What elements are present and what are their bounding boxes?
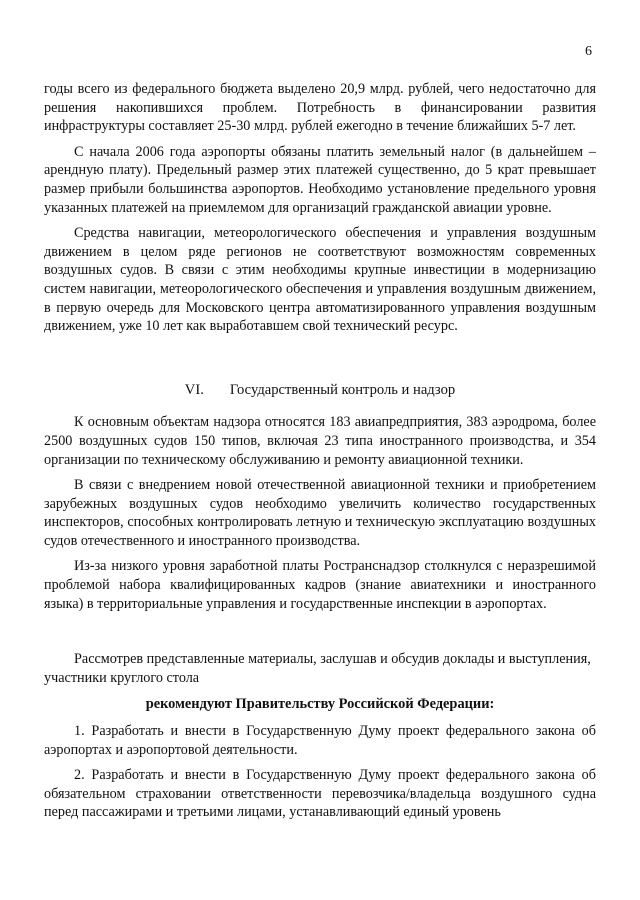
resolution-item-2: 2. Разработать и внести в Государственную Думу проект федерального закона об обязательном страховании ответственности перевозчика/владельца воздушного судна перед пассажирами и третьими лицами, устанавливающий единый уровень xyxy=(44,767,596,821)
spacer xyxy=(44,620,596,650)
paragraph-oversight-objects: К основным объектам надзора относятся 183 авиапредприятия, 383 аэродрома, более 2500 воздушных судов 150 типов, включая 23 типа иностранного производства, и 354 организации по техническому обслуживанию и ремонту авиационной техники. xyxy=(44,414,596,468)
section-number: VI. xyxy=(184,381,204,398)
paragraph-land-tax: С начала 2006 года аэропорты обязаны платить земельный налог (в дальнейшем – арендную плату). Предельный размер этих платежей существенно, до 5 крат превышает размер прибыли большинства аэропортов. Необходимо установление предельного уровня указанных платежей на приемлемом для организаций гражданской авиации уровне. xyxy=(44,143,596,216)
section-heading xyxy=(44,381,596,400)
paragraph-staffing: Из-за низкого уровня заработной платы Ространснадзор столкнулся с неразрешимой проблемой набора квалифицированных кадров (знание авиатехники и иностранного языка) в территориальные управления и государственные инспекции в аэропортах. xyxy=(44,558,596,612)
page-content xyxy=(44,80,596,829)
paragraph-inspectors: В связи с внедрением новой отечественной авиационной техники и приобретением зарубежных воздушных судов необходимо увеличить количество государственных инспекторов, способных контролировать летную и техническую эксплуатацию воздушных судов отечественного и иностранного производства. xyxy=(44,477,596,549)
spacer xyxy=(44,343,596,381)
resolution-intro: Рассмотрев представленные материалы, заслушав и обсудив доклады и выступления, участники круглого стола xyxy=(44,651,591,686)
page-number: 6 xyxy=(585,44,592,59)
paragraph-navigation: Средства навигации, метеорологического обеспечения и управления воздушным движением в целом ряде регионов не соответствуют возможностям современных воздушных судов. В связи с этим необходимы крупные инвестиции в модернизацию систем навигации, метеорологического обеспечения и управления воздушным движением, в первую очередь для Московского центра автоматизированного управления воздушным движением, уже 10 лет как выработавшем свой технический ресурс. xyxy=(44,225,596,335)
resolution-heading: рекомендуют Правительству Российской Федерации: xyxy=(145,696,495,713)
resolution-item-1: 1. Разработать и внести в Государственную Думу проект федерального закона об аэропортах и аэропортовой деятельности. xyxy=(44,723,596,758)
section-title: Государственный контроль и надзор xyxy=(229,381,456,398)
paragraph-budget: годы всего из федерального бюджета выделено 20,9 млрд. рублей, чего недостаточно для решения накопившихся проблем. Потребность в финансировании развития инфраструктуры составляет 25-30 млрд. рублей ежегодно в течение ближайших 5-7 лет. xyxy=(44,81,596,135)
